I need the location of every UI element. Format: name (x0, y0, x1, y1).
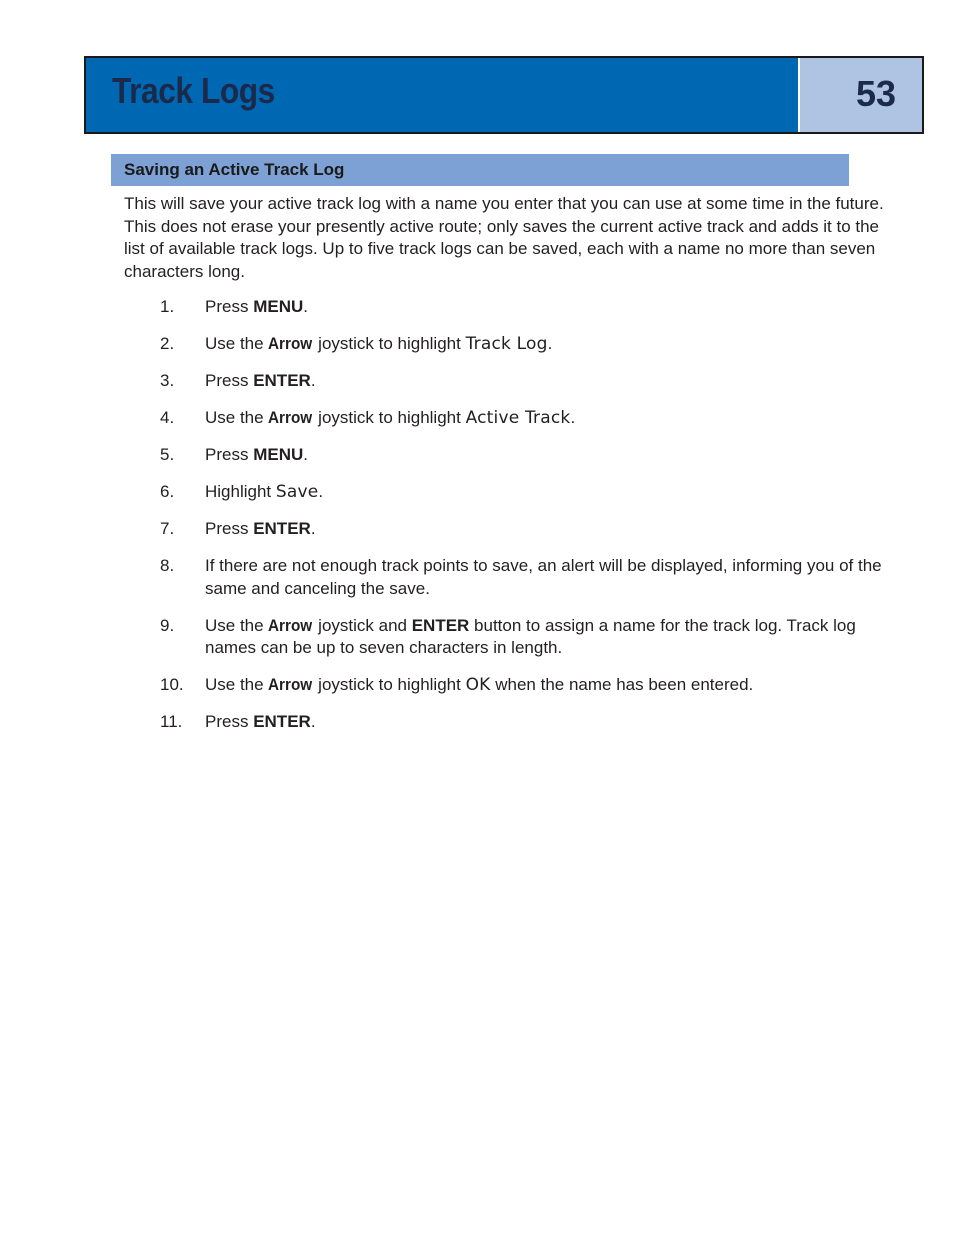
key-name: MENU (253, 297, 304, 316)
step-item (158, 518, 896, 541)
step-item (158, 555, 896, 600)
step-item (158, 296, 896, 319)
step-number: 2. (160, 334, 175, 353)
screen-label: Active Track (465, 408, 571, 428)
step-text: Press (205, 519, 254, 538)
step-text: . (318, 482, 324, 501)
step-text: Use the (205, 334, 269, 353)
page-header (84, 56, 924, 134)
step-item (158, 444, 896, 467)
key-name: Arrow (268, 615, 313, 635)
header-title-area (86, 58, 798, 132)
step-text: If there are not enough track points to save, an alert will be displayed, informing you of the same and canceling the save. (205, 556, 882, 598)
key-name: ENTER (253, 712, 311, 731)
step-number: 11. (160, 712, 183, 731)
step-number: 9. (160, 615, 175, 635)
step-text: . (547, 334, 553, 353)
key-name: MENU (253, 445, 304, 464)
step-text: Highlight (205, 482, 276, 501)
step-text: Use the (205, 615, 269, 635)
step-text: . (570, 408, 576, 427)
step-number: 6. (160, 482, 175, 501)
step-text: joystick and (313, 615, 412, 635)
step-item (158, 370, 896, 393)
step-text: Press (205, 297, 254, 316)
page-number: 53 (855, 73, 896, 114)
step-number: 8. (160, 556, 175, 575)
step-text: Use the (205, 675, 269, 694)
step-text: joystick to highlight (313, 334, 466, 353)
step-number: 3. (160, 371, 175, 390)
key-name: ENTER (411, 615, 470, 635)
step-item (158, 481, 896, 504)
step-number: 4. (160, 408, 175, 427)
step-item (158, 333, 896, 356)
step-item (158, 615, 896, 660)
step-text: Use the (205, 408, 269, 427)
step-text: . (310, 519, 316, 538)
step-item (158, 407, 896, 430)
step-text: . (310, 712, 316, 731)
step-number: 5. (160, 445, 175, 464)
step-number: 10. (160, 675, 184, 694)
header-page-area (798, 58, 922, 132)
key-name: ENTER (253, 519, 311, 538)
screen-label: Track Log (465, 334, 548, 354)
steps-list (158, 296, 896, 748)
key-name: Arrow (268, 334, 313, 353)
step-text: Press (205, 712, 254, 731)
key-name: Arrow (268, 408, 313, 427)
step-text: . (303, 297, 308, 316)
step-item (158, 711, 896, 734)
step-text: Press (205, 445, 254, 464)
step-text: joystick to highlight (313, 675, 466, 694)
intro-paragraph: This will save your active track log with a name you enter that you can use at some time in the future. This does not erase your presently active route; only saves the current active track and adds it to the list of available track logs. Up to five track logs can be saved, each with a name no more than seven characters long. (124, 194, 884, 281)
section-heading: Saving an Active Track Log (111, 154, 849, 186)
step-number: 1. (160, 297, 175, 316)
step-text: . (310, 371, 316, 390)
screen-label: Save (275, 482, 319, 502)
step-item (158, 674, 896, 697)
step-text: Press (205, 371, 254, 390)
step-text: when the name has been entered. (490, 675, 754, 694)
screen-label: OK (465, 675, 491, 695)
key-name: Arrow (268, 675, 313, 694)
step-number: 7. (160, 519, 175, 538)
step-text: button to assign a name for the track log. Track log names can be up to seven characters in length. (205, 615, 856, 657)
step-text: joystick to highlight (313, 408, 466, 427)
key-name: ENTER (253, 371, 311, 390)
step-text: . (303, 445, 308, 464)
chapter-title: Track Logs (112, 70, 275, 111)
